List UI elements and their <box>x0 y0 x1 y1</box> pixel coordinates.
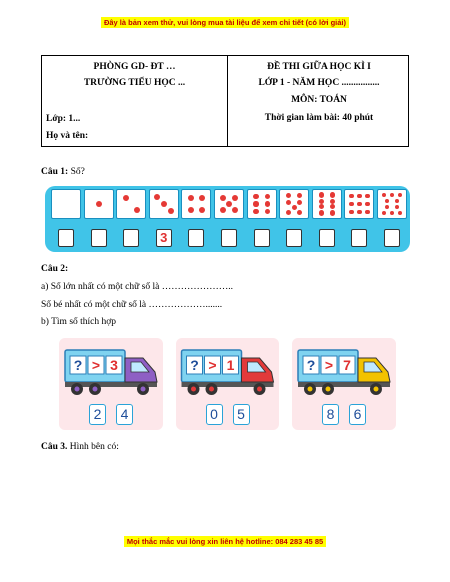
die-dot <box>96 201 102 207</box>
die-dot <box>357 202 362 207</box>
compared-number: 7 <box>343 357 351 373</box>
number-choice[interactable]: 4 <box>116 404 133 425</box>
number-choice[interactable]: 2 <box>89 404 106 425</box>
truck-hubcap <box>326 387 331 392</box>
die-dot <box>330 204 335 209</box>
die-dot <box>319 192 324 197</box>
time-limit: Thời gian làm bài: 40 phút <box>264 113 374 123</box>
compared-number: 3 <box>110 357 118 373</box>
question-3-label: Câu 3. <box>41 442 68 452</box>
unknown-mark: ? <box>73 357 83 373</box>
answer-box-5[interactable] <box>221 229 237 247</box>
die-dot <box>220 195 226 201</box>
die-dot <box>349 210 354 215</box>
die-dot <box>349 202 354 207</box>
die-10-dots <box>377 189 407 219</box>
die-dot <box>330 199 335 204</box>
hotline-banner-text: Mọi thắc mắc vui lòng xin liên hệ hotline: 084 283 45 85 <box>124 536 326 547</box>
truck-card-1 <box>59 338 163 430</box>
question-1-text: Số? <box>68 167 85 177</box>
truck-illustration <box>176 342 279 398</box>
die-8-dots <box>312 189 342 219</box>
answer-box-6[interactable] <box>254 229 270 247</box>
die-dot <box>161 201 167 207</box>
die-dot <box>357 194 362 199</box>
die-dot <box>123 195 129 201</box>
die-dot <box>199 195 205 201</box>
question-2b: b) Tìm số thích hợp <box>41 317 117 327</box>
question-1-label: Câu 1: <box>41 167 69 177</box>
die-dot <box>265 194 270 199</box>
die-dot <box>297 200 302 205</box>
school-name: TRƯỜNG TIỂU HỌC ... <box>83 78 186 88</box>
die-dot <box>168 208 174 214</box>
student-name-label: Họ và tên: <box>46 131 89 141</box>
die-dot <box>365 194 370 199</box>
die-dot <box>134 207 140 213</box>
die-2-dots <box>116 189 146 219</box>
answer-box-9[interactable] <box>351 229 367 247</box>
die-dot <box>398 211 403 216</box>
preview-banner-text: Đây là bản xem thử, vui lòng mua tài liệu để xem chi tiết (có lời giải) <box>101 17 349 28</box>
die-dot <box>365 202 370 207</box>
question-2a: a) Số lớn nhất có một chữ số là ………………….. <box>41 282 233 292</box>
truck-card-2 <box>176 338 279 430</box>
truck-hubcap <box>75 387 80 392</box>
die-dot <box>232 195 238 201</box>
truck-hubcap <box>141 387 146 392</box>
truck-card-3 <box>292 338 396 430</box>
die-dot <box>286 200 291 205</box>
truck-illustration <box>59 342 163 398</box>
exam-header-table <box>41 55 409 147</box>
answer-box-4[interactable] <box>188 229 204 247</box>
truck-hubcap <box>257 387 262 392</box>
die-dot <box>286 210 291 215</box>
die-dot <box>253 209 258 214</box>
answer-box-8[interactable] <box>319 229 335 247</box>
truck-hubcap <box>308 387 313 392</box>
die-dot <box>232 207 238 213</box>
question-3 <box>41 442 119 452</box>
compared-number: 1 <box>226 357 235 373</box>
exam-title: ĐỀ THI GIỮA HỌC KÌ I <box>267 62 371 72</box>
unknown-mark: ? <box>306 357 316 373</box>
answer-box-0[interactable] <box>58 229 74 247</box>
answer-box-2[interactable] <box>123 229 139 247</box>
comparison-sign: > <box>208 357 217 373</box>
die-dot <box>188 207 194 213</box>
die-9-dots <box>344 189 374 219</box>
die-dot <box>357 210 362 215</box>
die-dot <box>199 207 205 213</box>
die-dot <box>319 204 324 209</box>
answer-box-7[interactable] <box>286 229 302 247</box>
die-dot <box>297 193 302 198</box>
question-3-text: Hình bên có: <box>67 442 119 452</box>
number-choice[interactable]: 5 <box>233 404 250 425</box>
die-dot <box>319 199 324 204</box>
die-dot <box>385 205 390 210</box>
question-1 <box>41 167 85 177</box>
comparison-sign: > <box>324 357 334 373</box>
hotline-banner <box>0 537 450 546</box>
die-4-dots <box>181 189 211 219</box>
die-dot <box>390 211 395 216</box>
die-dot <box>319 210 324 215</box>
question-2-label: Câu 2: <box>41 264 69 274</box>
die-dot <box>226 201 232 207</box>
comparison-sign: > <box>91 357 101 373</box>
truck-hubcap <box>209 387 214 392</box>
truck-hubcap <box>93 387 98 392</box>
die-dot <box>292 205 297 210</box>
die-dot <box>330 192 335 197</box>
die-3-dots <box>149 189 179 219</box>
class-label: Lớp: 1... <box>46 114 81 124</box>
answer-box-1[interactable] <box>91 229 107 247</box>
die-dot <box>390 193 395 198</box>
die-dot <box>330 210 335 215</box>
die-dot <box>398 193 403 198</box>
die-1-dots <box>84 189 114 219</box>
die-dot <box>265 209 270 214</box>
die-dot <box>395 205 400 210</box>
die-7-dots <box>279 189 309 219</box>
truck-hubcap <box>374 387 379 392</box>
department-name: PHÒNG GD- ĐT … <box>93 62 176 72</box>
answer-box-10[interactable] <box>384 229 400 247</box>
truck-hubcap <box>191 387 196 392</box>
die-dot <box>297 210 302 215</box>
die-dot <box>220 207 226 213</box>
number-choice[interactable]: 8 <box>322 404 339 425</box>
number-choice[interactable]: 0 <box>206 404 223 425</box>
unknown-mark: ? <box>190 357 199 373</box>
number-choice[interactable]: 6 <box>349 404 366 425</box>
die-dot <box>253 201 258 206</box>
die-dot <box>385 199 390 204</box>
die-dot <box>382 211 387 216</box>
die-dot <box>253 194 258 199</box>
answer-box-3[interactable]: 3 <box>156 229 172 247</box>
grade-year: LỚP 1 - NĂM HỌC ................ <box>258 78 380 88</box>
die-dot <box>349 194 354 199</box>
die-5-dots <box>214 189 244 219</box>
question-2a-smallest: Số bé nhất có một chữ số là ………………....... <box>41 300 223 310</box>
preview-banner <box>0 18 450 27</box>
subject: MÔN: TOÁN <box>291 95 347 105</box>
truck-illustration <box>292 342 396 398</box>
die-dot <box>365 210 370 215</box>
die-dot <box>395 199 400 204</box>
die-dot <box>382 193 387 198</box>
die-0-dots <box>51 189 81 219</box>
die-dot <box>188 195 194 201</box>
die-dot <box>286 193 291 198</box>
die-dot <box>154 194 160 200</box>
die-dot <box>265 201 270 206</box>
die-6-dots <box>247 189 277 219</box>
